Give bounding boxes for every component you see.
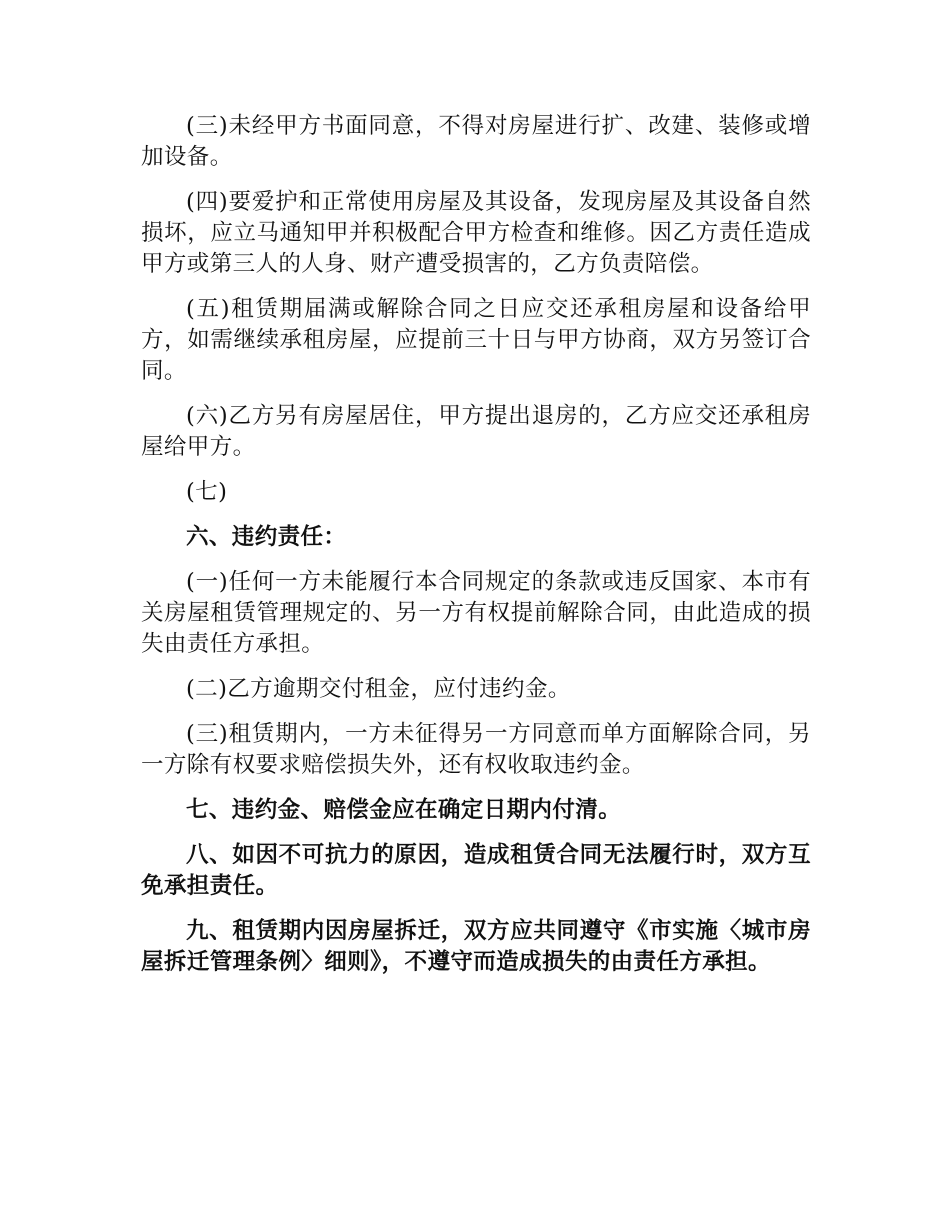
clause-6-1: (一)任何一方未能履行本合同规定的条款或违反国家、本市有关房屋租赁管理规定的、另一方有权提前解除合同，由此造成的损失由责任方承担。 bbox=[141, 569, 811, 657]
clause-6-2: (二)乙方逾期交付租金，应付违约金。 bbox=[186, 676, 571, 702]
section-6-heading: 六、违约责任： bbox=[186, 524, 347, 550]
section-8: 八、如因不可抗力的原因，造成租赁合同无法履行时，双方互免承担责任。 bbox=[141, 842, 811, 899]
clause-5-4: (四)要爱护和正常使用房屋及其设备，发现房屋及其设备自然损坏，应立马通知甲并积极配合甲方检查和维修。因乙方责任造成甲方或第三人的人身、财产遭受损害的，乙方负责陪偿。 bbox=[141, 189, 811, 277]
section-7: 七、违约金、赔偿金应在确定日期内付清。 bbox=[186, 797, 622, 823]
clause-5-6: (六)乙方另有房屋居住，甲方提出退房的，乙方应交还承租房屋给甲方。 bbox=[141, 403, 811, 460]
clause-6-3: (三)租赁期内，一方未征得另一方同意而单方面解除合同，另一方除有权要求赔偿损失外，还有权收取违约金。 bbox=[141, 721, 811, 778]
document-body bbox=[141, 111, 811, 992]
clause-5-7: (七) bbox=[186, 479, 228, 505]
clause-5-5: (五)租赁期届满或解除合同之日应交还承租房屋和设备给甲方，如需继续承租房屋，应提前三十日与甲方协商，双方另签订合同。 bbox=[141, 296, 811, 384]
clause-5-3: (三)未经甲方书面同意，不得对房屋进行扩、改建、装修或增加设备。 bbox=[141, 113, 811, 170]
section-9: 九、租赁期内因房屋拆迁，双方应共同遵守《市实施〈城市房屋拆迁管理条例〉细则》，不遵守而造成损失的由责任方承担。 bbox=[141, 918, 811, 975]
